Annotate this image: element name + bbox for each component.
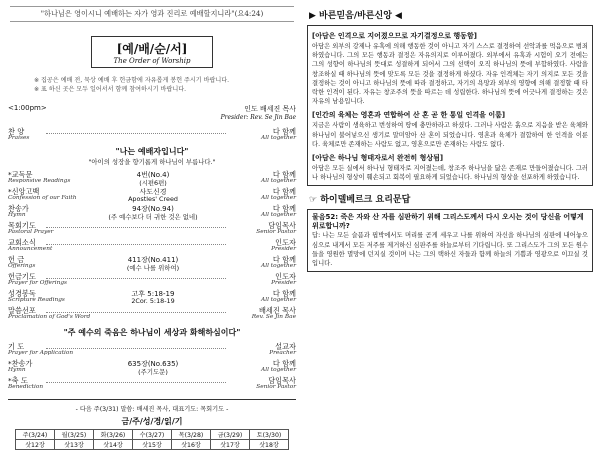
item-en: Proclamation of God's Word <box>8 314 91 320</box>
dotted-leader <box>46 312 226 313</box>
section-title-faith: ▶ 바른믿음/바른신앙 ◀ <box>309 11 402 21</box>
presider-ko: 인도 배세진 목사 <box>244 105 296 113</box>
note-line: ※ 표 하신 곳은 모두 일어서서 함께 참여하시기 바랍니다. <box>34 86 187 93</box>
weekly-reading-title: 금/주/성/경/읽/기 <box>121 417 183 426</box>
reading-day: 화(3/26) <box>94 430 133 440</box>
item-role-ko: 다 함께 <box>272 359 296 368</box>
item-en: Responsive Readings <box>8 178 71 184</box>
item-role-en: All together <box>261 367 296 373</box>
reading-chapter: 삿16장 <box>172 440 211 450</box>
order-item <box>8 255 296 272</box>
reading-chapter: 삿15장 <box>133 440 172 450</box>
item-ko: 기 도 <box>8 342 25 351</box>
next-week-note: - 다음 주(3/31) 말씀: 배세진 목사, 대표기도: 목회기도 - <box>75 406 229 413</box>
reading-day: 목(3/28) <box>172 430 211 440</box>
header-verse: "하나님은 영이시니 예배하는 자가 영과 진리로 예배할지니라"(요4:24) <box>10 6 294 22</box>
item-role-en: All together <box>261 297 296 303</box>
reading-chapter: 삿13장 <box>55 440 94 450</box>
item-role-ko: 담임목사 <box>268 221 296 230</box>
item-role-ko: 다 함께 <box>272 204 296 213</box>
item-role-en: All together <box>261 178 296 184</box>
item-role-ko: 다 함께 <box>272 289 296 298</box>
item-mid2: (예수 나를 위하여) <box>126 264 180 272</box>
order-title-box <box>91 36 213 68</box>
order-item <box>8 204 296 221</box>
divider <box>8 399 296 400</box>
item-role-en: All together <box>261 212 296 218</box>
item-mid: 사도신경 <box>139 188 167 196</box>
item-role-ko: 다 함께 <box>272 187 296 196</box>
dotted-leader <box>46 244 226 245</box>
box-title: [아담은 인격으로 지어졌으므로 자기결정으로 행동함] <box>312 32 477 40</box>
reading-day: 월(3/25) <box>55 430 94 440</box>
presider <box>221 104 296 121</box>
item-role-en: Senior Pastor <box>256 229 296 235</box>
item-ko: 헌금기도 <box>8 272 36 281</box>
item-role-en: Preacher <box>269 350 296 356</box>
item-en: Praises <box>8 135 30 141</box>
box-text: 아담은 모든 실에서 하나님 형태자로 지어졌는데, 창조주 하나님을 닮은 존재로 만들어졌습니다. 그러나 하나님의 형상이 훼손되고 회복이 필요하게 되었습니다. 하나님의 형상을 선포하게 하였습니다. <box>312 165 588 182</box>
order-item <box>8 187 296 204</box>
item-role-en: Senior Pastor <box>256 384 296 390</box>
dotted-leader <box>46 278 226 279</box>
reading-chapter: 삿18장 <box>250 440 289 450</box>
item-ko: *축 도 <box>8 376 28 385</box>
item-mid: 411장(No.411) <box>127 256 179 264</box>
item-mid: 고후 5:18-19 <box>131 290 175 298</box>
item-mid: 4번(No.4) <box>136 171 170 179</box>
item-en: Announcement <box>8 246 53 252</box>
item-ko: 성경봉독 <box>8 289 36 298</box>
order-title-en: The Order of Worship <box>113 57 191 65</box>
catechism-question: 물음52: 죽은 자와 산 자를 심판하기 위해 그리스도께서 다시 오시는 것이 당신을 어떻게 위로합니까? <box>312 213 584 231</box>
order-item <box>8 376 296 393</box>
item-role-ko: 다 함께 <box>272 170 296 179</box>
dotted-leader <box>46 227 226 228</box>
item-role-ko: 인도자 <box>275 238 296 247</box>
item-role-ko: 담임목사 <box>268 376 296 385</box>
faith-box <box>307 25 593 186</box>
teaching-column <box>305 6 595 458</box>
item-en: Offerings <box>8 263 36 269</box>
item-en: Pastoral Prayer <box>8 229 54 235</box>
reading-chapter: 삿17장 <box>211 440 250 450</box>
item-ko: *교독문 <box>8 170 33 179</box>
order-item <box>8 170 296 187</box>
reading-day: 수(3/27) <box>133 430 172 440</box>
section-title-catechism: ☞ 하이델베르크 요리문답 <box>309 195 411 206</box>
order-item <box>8 289 296 306</box>
item-role-ko: 설교자 <box>275 342 296 351</box>
item-en: Hymn <box>8 367 26 373</box>
order-item <box>8 238 296 255</box>
item-role-ko: 다 함께 <box>272 255 296 264</box>
item-en: Scripture Readings <box>8 297 65 303</box>
service-time: <1:00pm> <box>8 104 47 112</box>
reading-days-row <box>16 430 289 440</box>
item-role-en: All together <box>261 195 296 201</box>
dotted-leader <box>46 133 226 134</box>
item-en: Prayer for Offerings <box>8 280 68 286</box>
item-en: Confession of our Faith <box>8 195 77 201</box>
catechism-answer: 답: 나는 모든 슬픔과 핍박에서도 머리를 곧게 세우고 나를 위하여 자신을 하나님의 심판에 내어놓으심으로 내게서 모든 저주를 제거하신 심판주를 하늘로부터 기다립니다. 또 그리스도가 그의 모든 원수들을 영원한 멸망에 던지실 것이며 나는 그의 택하신 자들과 함께 하늘의 기쁨과 영광으로 이끄실 것입니다. <box>312 232 588 268</box>
reading-chapters-row <box>16 440 289 450</box>
worshiper-title: "나는 예배자입니다" <box>115 147 189 156</box>
order-item <box>8 272 296 289</box>
item-en: Prayer for Application <box>8 350 74 356</box>
order-item <box>8 306 296 323</box>
item-role-en: Presider <box>271 246 296 252</box>
item-mid2: (시편6편) <box>139 179 167 187</box>
item-ko: 말씀선포 <box>8 306 36 315</box>
item-ko: *찬송가 <box>8 359 33 368</box>
item-role-ko: 인도자 <box>275 272 296 281</box>
item-mid: 635장(No.635) <box>127 360 179 368</box>
sermon-title: "주 예수의 죽음은 하나님이 세상과 화해하심이다" <box>63 328 241 337</box>
catechism-box <box>307 209 593 272</box>
item-role-ko: 다 함께 <box>272 127 296 136</box>
item-mid2: 2Cor. 5:18-19 <box>131 297 175 305</box>
item-role-en: Rev. Se Jin Bae <box>251 314 296 320</box>
item-ko: 찬송가 <box>8 204 29 213</box>
item-mid: 94장(No.94) <box>132 205 174 213</box>
item-role-ko: 배세진 목사 <box>258 306 296 315</box>
item-mid2: Apostles' Creed <box>128 195 178 203</box>
dotted-leader <box>46 382 226 383</box>
reading-chapter: 삿14장 <box>94 440 133 450</box>
note-line: ※ 집공은 예배 전, 묵상 예배 후 헌금함에 자유롭게 봉헌 주시기 바랍니다. <box>34 77 230 84</box>
order-item <box>8 127 296 144</box>
presider-en: Presider: Rev. Se Jin Bae <box>220 114 296 121</box>
order-item <box>8 359 296 376</box>
order-title-ko: [예/배/순/서] <box>116 42 188 56</box>
box-text: 아담은 외부의 강제나 유혹에 의해 행동한 것이 아니고 자기 스스로 결정하여 선악과를 먹음으로 범죄하였습니다. 그의 모든 행동과 결정은 자유의지로 이루어졌다. 외부에서 유혹과 시험이 오기 전에는 그의 성향이 하나님의 뜻대로 성결하게 되어서 그의 선택이 오직 하나님의 뜻에 부합하였다. 사람을 창조하실 때 하나님의 뜻에 맞도록 모든 것을 결정하게 하셨다. 자유 인격체는 자기 의지로 모든 것을 결정하는 것이 아니고 하나님의 뜻에 따라 결정하고, 자기의 욕망과 외부의 영향에 의해 결정할 때 타락한 인격이 된다. 자유는 창조주의 뜻을 따르는 데 성립한다. 하나님의 뜻에 어긋나게 결정하는 것은 자유의 남용입니다. <box>312 43 588 106</box>
item-mid2: (주 예수보다 더 귀한 것은 없네) <box>108 213 198 221</box>
box-title: [인간의 육체는 영혼과 연합하여 산 혼 곧 한 통일 인격을 이룸] <box>312 111 506 120</box>
item-mid2: (주기도문) <box>138 368 168 376</box>
reading-day: 주(3/24) <box>16 430 55 440</box>
item-ko: 목회기도 <box>8 221 36 230</box>
worship-notes <box>34 76 298 94</box>
item-ko: *신앙고백 <box>8 187 40 196</box>
box-text: 지금은 사람이 생육하고 번성하여 땅에 충만하라고 하셨다. 그러나 사람은 흙으로 지음을 받은 육체와 하나님이 불어넣으신 생기로 말미암아 산 혼이 되었습니다. 영혼과 육체가 결합하여 한 인격을 이룬다. 육체로만 존재하는 사람도 없고, 영혼으로만 존재하는 사람도 없다. <box>312 122 588 148</box>
weekly-reading-table <box>15 429 289 450</box>
item-ko: 헌 금 <box>8 255 25 264</box>
item-ko: 찬 양 <box>8 127 25 136</box>
order-item <box>8 342 296 359</box>
reading-chapter: 삿12장 <box>16 440 55 450</box>
reading-day: 토(3/30) <box>250 430 289 440</box>
item-role-en: All together <box>261 135 296 141</box>
worshiper-sub: "아이의 성장을 향기롭게 하나님이 부름나다." <box>88 158 216 166</box>
box-title: [아담은 하나님 형태자로서 완전히 형상됨] <box>312 154 444 163</box>
time-row <box>8 104 296 121</box>
reading-day: 금(3/29) <box>211 430 250 440</box>
item-role-en: All together <box>261 263 296 269</box>
dotted-leader <box>46 348 226 349</box>
worship-order-column <box>6 6 298 458</box>
item-role-en: Presider <box>271 280 296 286</box>
item-en: Benediction <box>8 384 44 390</box>
order-item <box>8 221 296 238</box>
item-ko: 교회소식 <box>8 238 36 247</box>
item-en: Hymn <box>8 212 26 218</box>
